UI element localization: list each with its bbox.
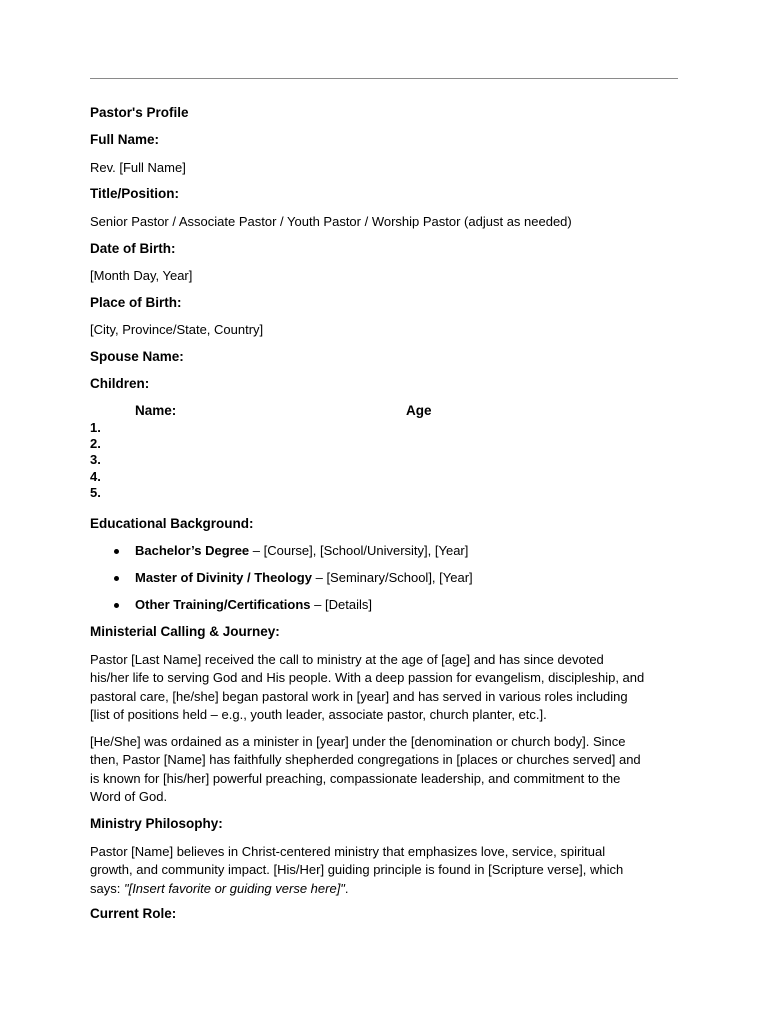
date-of-birth-label: Date of Birth: (90, 241, 176, 256)
paragraph-line: [He/She] was ordained as a minister in [year] under the [denomination or church body]. Since (90, 734, 626, 749)
education-item-separator: – (311, 570, 327, 585)
title-position-value: Senior Pastor / Associate Pastor / Youth Pastor / Worship Pastor (adjust as needed) (90, 214, 572, 229)
children-row-number: 2. (90, 436, 101, 452)
paragraph-line: growth, and community impact. [His/Her] guiding principle is found in [Scripture verse], which (90, 862, 624, 878)
current-role-label: Current Role: (90, 906, 177, 921)
guiding-verse-quote: "[Insert favorite or guiding verse here]" (123, 880, 345, 896)
bullet-icon (114, 603, 119, 608)
children-age-column-header: Age (406, 403, 432, 418)
education-item-detail: [Details] (325, 597, 372, 612)
philosophy-paragraph (90, 843, 680, 898)
paragraph-line: then, Pastor [Name] has faithfully shepherded congregations in [places or churches served] and (90, 752, 641, 768)
paragraph-line: [list of positions held – e.g., youth leader, associate pastor, church planter, etc.]. (90, 706, 547, 722)
children-row-number: 3. (90, 452, 101, 468)
document-heading: Pastor's Profile (90, 105, 189, 120)
title-position-label: Title/Position: (90, 186, 180, 201)
calling-paragraph-2 (90, 733, 680, 806)
quote-suffix: . (344, 880, 349, 896)
bullet-icon (114, 549, 119, 554)
education-item-title: Bachelor’s Degree (135, 543, 250, 558)
date-of-birth-value: [Month Day, Year] (90, 268, 193, 283)
children-number-list (90, 420, 101, 501)
paragraph-line: Pastor [Last Name] received the call to ministry at the age of [age] and has since devoted (90, 652, 604, 667)
calling-paragraph-1 (90, 651, 680, 724)
quote-prefix: says: (90, 880, 124, 896)
paragraph-line: his/her life to serving God and His people. With a deep passion for evangelism, discipleship, and (90, 670, 645, 686)
paragraph-line: Pastor [Name] believes in Christ-centered ministry that emphasizes love, service, spiritual (90, 844, 606, 859)
place-of-birth-value: [City, Province/State, Country] (90, 322, 264, 337)
children-row-number: 5. (90, 484, 101, 500)
bullet-icon (114, 576, 119, 581)
paragraph-line: pastoral care, [he/she] began pastoral work in [year] and has served in various roles including (90, 688, 628, 704)
education-item-separator: – (310, 597, 325, 612)
header-rule (90, 78, 678, 79)
education-item-title: Master of Divinity / Theology (135, 570, 312, 585)
paragraph-line: Word of God. (90, 788, 168, 804)
children-name-column-header: Name: (135, 403, 177, 418)
full-name-label: Full Name: (90, 132, 160, 147)
education-label: Educational Background: (90, 516, 254, 531)
children-row-number: 1. (90, 420, 101, 435)
paragraph-line (90, 880, 680, 898)
children-label: Children: (90, 376, 150, 391)
education-item-detail: [Course], [School/University], [Year] (263, 543, 469, 558)
education-item-title: Other Training/Certifications (135, 597, 311, 612)
education-item-separator: – (249, 543, 264, 558)
philosophy-label: Ministry Philosophy: (90, 816, 223, 831)
paragraph-line: is known for [his/her] powerful preaching, compassionate leadership, and commitment to the (90, 770, 621, 786)
place-of-birth-label: Place of Birth: (90, 295, 182, 310)
children-row-number: 4. (90, 468, 101, 484)
full-name-value: Rev. [Full Name] (90, 160, 186, 175)
education-item-detail: [Seminary/School], [Year] (326, 570, 473, 585)
calling-label: Ministerial Calling & Journey: (90, 624, 280, 639)
spouse-name-label: Spouse Name: (90, 349, 184, 364)
